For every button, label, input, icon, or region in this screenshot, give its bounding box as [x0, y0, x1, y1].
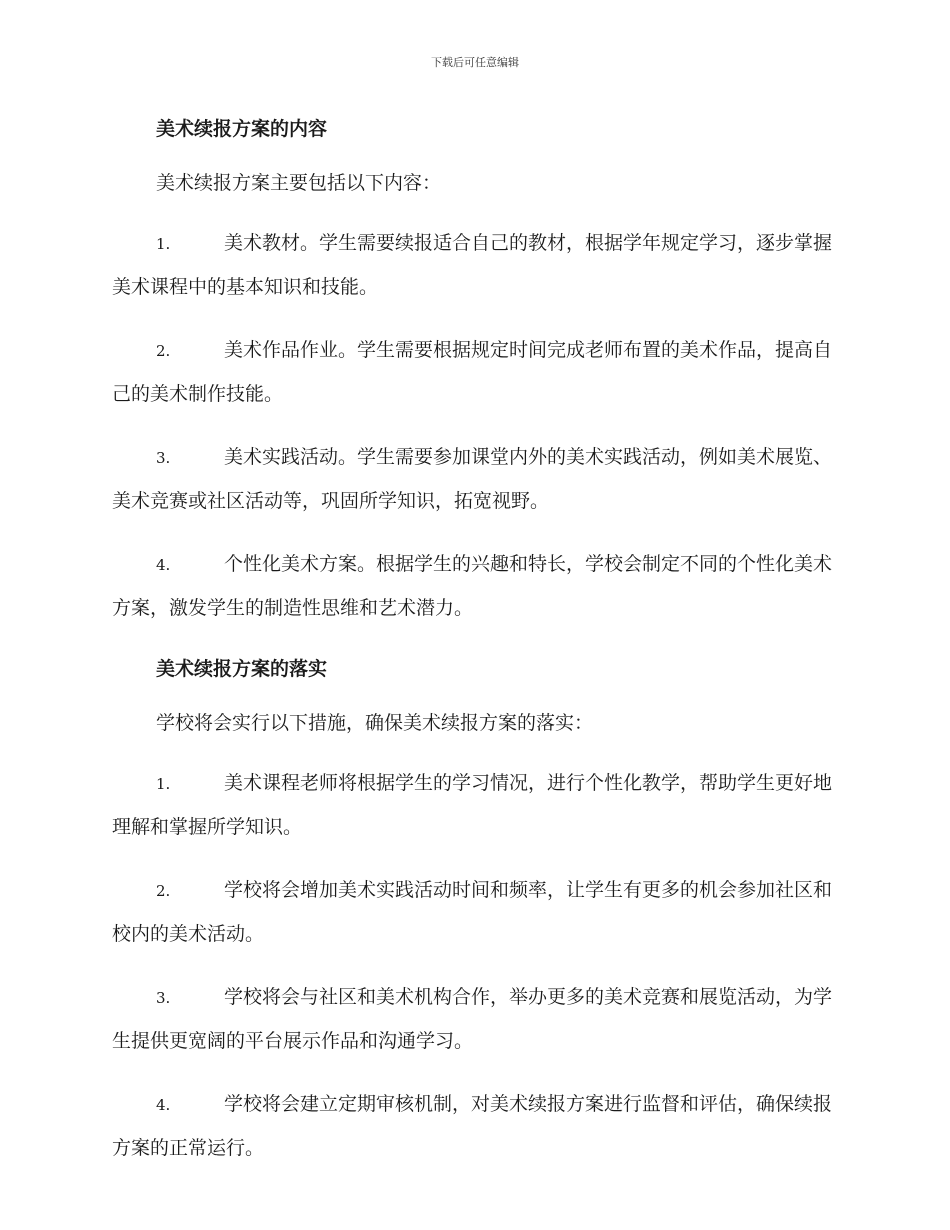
list-item-text: 美术作品作业。学生需要根据规定时间完成老师布置的美术作品，提高自己的美术制作技能。 [112, 339, 833, 405]
header-note: 下载后可任意编辑 [431, 56, 519, 69]
list-item-text: 个性化美术方案。根据学生的兴趣和特长，学校会制定不同的个性化美术方案，激发学生的制造性思维和艺术潜力。 [112, 553, 833, 619]
list-item [112, 762, 836, 849]
list-item [112, 543, 836, 630]
list-item-text: 美术实践活动。学生需要参加课堂内外的美术实践活动，例如美术展览、美术竞赛或社区活动等，巩固所学知识，拓宽视野。 [112, 446, 833, 512]
list-item-text: 学校将会与社区和美术机构合作，举办更多的美术竞赛和展览活动，为学生提供更宽阔的平台展示作品和沟通学习。 [112, 986, 833, 1052]
list-item [112, 436, 836, 523]
list-item [112, 222, 836, 309]
list-item [112, 976, 836, 1063]
list-item-number: 1. [156, 235, 171, 253]
section-heading: 美术续报方案的落实 [156, 658, 328, 680]
document-body [112, 112, 836, 1170]
section-intro: 学校将会实行以下措施，确保美术续报方案的落实： [156, 712, 594, 734]
list-item-number: 3. [156, 449, 171, 467]
section-heading: 美术续报方案的内容 [156, 118, 328, 140]
list-item-text: 美术教材。学生需要续报适合自己的教材，根据学年规定学习，逐步掌握美术课程中的基本知识和技能。 [112, 232, 833, 298]
list-item-number: 2. [156, 882, 171, 900]
list-item-number: 4. [156, 556, 171, 574]
list-item-number: 1. [156, 775, 171, 793]
list-item-text: 学校将会增加美术实践活动时间和频率，让学生有更多的机会参加社区和校内的美术活动。 [112, 879, 833, 945]
list-item-number: 4. [156, 1096, 171, 1114]
list-item-number: 3. [156, 989, 171, 1007]
section-intro: 美术续报方案主要包括以下内容： [156, 172, 442, 194]
list-item [112, 1083, 836, 1170]
list-item [112, 869, 836, 956]
list-item-text: 美术课程老师将根据学生的学习情况，进行个性化教学，帮助学生更好地理解和掌握所学知识。 [112, 772, 833, 838]
list-item [112, 329, 836, 416]
list-item-number: 2. [156, 342, 171, 360]
list-item-text: 学校将会建立定期审核机制，对美术续报方案进行监督和评估，确保续报方案的正常运行。 [112, 1093, 833, 1159]
